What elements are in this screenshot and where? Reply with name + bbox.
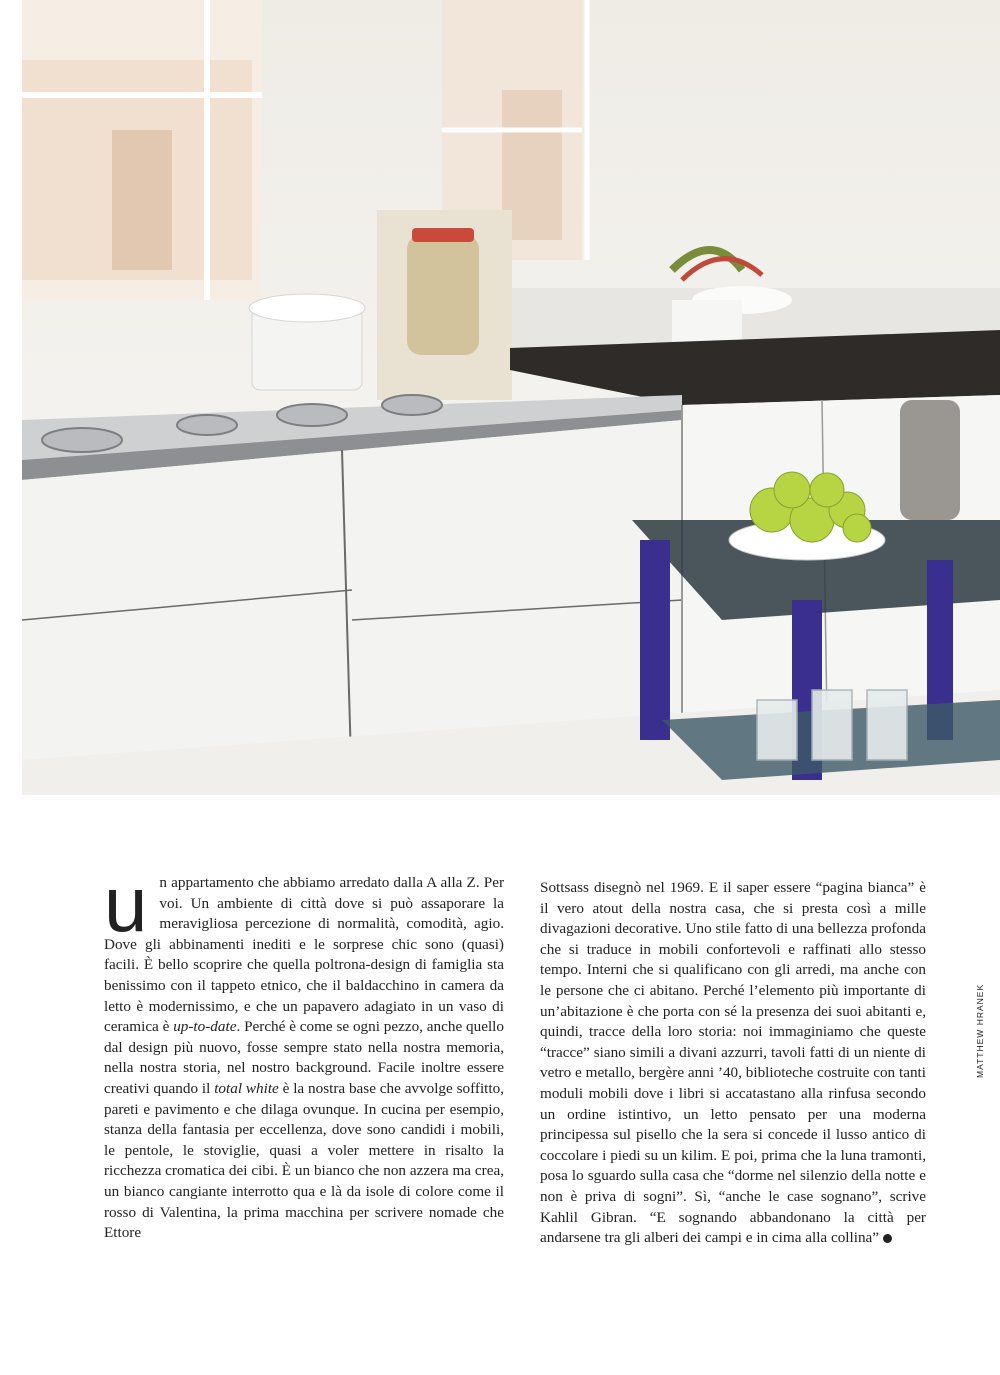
emphasis-up-to-date: up-to-date	[173, 1018, 237, 1036]
article-paragraph	[104, 860, 505, 1244]
end-mark-icon	[883, 1234, 892, 1243]
emphasis-total-white: total white	[214, 1079, 279, 1097]
kitchen-photo	[22, 0, 1000, 795]
text-run: . Perché è come se ogni pezzo, anche quello dal design più nuovo, fosse sempre stato nella nostra memoria, nella nostra storia, nel nostro background. Facile inoltre essere creativi quando il	[104, 1018, 504, 1097]
drop-cap: u	[104, 860, 148, 948]
article-paragraph	[540, 878, 926, 1249]
text-run: n appartamento che abbiamo arredato dalla A alla Z. Per voi. Un ambiente di città dove si può assaporare la meravigliosa percezione di normalità, comodità, agio. Dove gli abbinamenti inediti e le sorprese chic sono (quasi) facili. È bello scoprire che quella poltrona-design di famiglia sta benissimo con il tappeto etnico, che il baldacchino in camera da letto è modernissimo, e che un papavero adagiato in un vaso di ceramica è	[104, 874, 504, 1036]
kitchen-illustration	[22, 0, 1000, 795]
text-run: è la nostra base che avvolge soffitto, pareti e pavimento e che dilaga ovunque. In cucina per esempio, stanza della fantasia per eccellenza, dove sono candidi i mobili, le pentole, le stoviglie, quasi a voler mettere in risalto la ricchezza cromatica dei cibi. È un bianco che non azzera ma crea, un bianco cangiante interrotto qua e là da isole di colore come il rosso di Valentina, la prima macchina per scrivere nomade che Ettore	[104, 1079, 505, 1242]
article-column-left	[104, 860, 505, 1244]
photo-credit: MATTHEW HRANEK	[975, 983, 985, 1078]
article-column-right	[540, 878, 926, 1249]
text-run: Sottsass disegnò nel 1969. E il saper essere “pagina bianca” è il vero atout della nostra casa, che si presta così a mille divagazioni decorative. Uno stile fatto di una bellezza profonda che si traduce in mobili confortevoli e raffinati allo stesso tempo. Interni che si qualificano con gli arredi, ma anche con le persone che ci abitano. Perché l’elemento più importante di un’abitazione è che porta con sé la presenza dei suoi abitanti e, quindi, tracce della loro storia: noi immaginiamo che queste “tracce” siano simili a divani azzurri, tavoli fatti di un niente di vetro e metallo, bergère anni ’40, biblioteche costruite con tanti moduli mobili dove i libri si accatastano alla rinfusa secondo un ordine istintivo, un letto pensato per una moderna principessa sul pisello che la sera si concede il lusso antico di coccolare i piedi su un kilim. E poi, prima che la luna tramonti, posa lo sguardo sulla casa che “dorme nel silenzio della notte e non è priva di sogni”. Sì, “anche le case sognano”, scrive Kahlil Gibran. “E sognando abbandonano la città per andarsene tra gli alberi dei campi e in cima alla collina”	[540, 879, 926, 1247]
